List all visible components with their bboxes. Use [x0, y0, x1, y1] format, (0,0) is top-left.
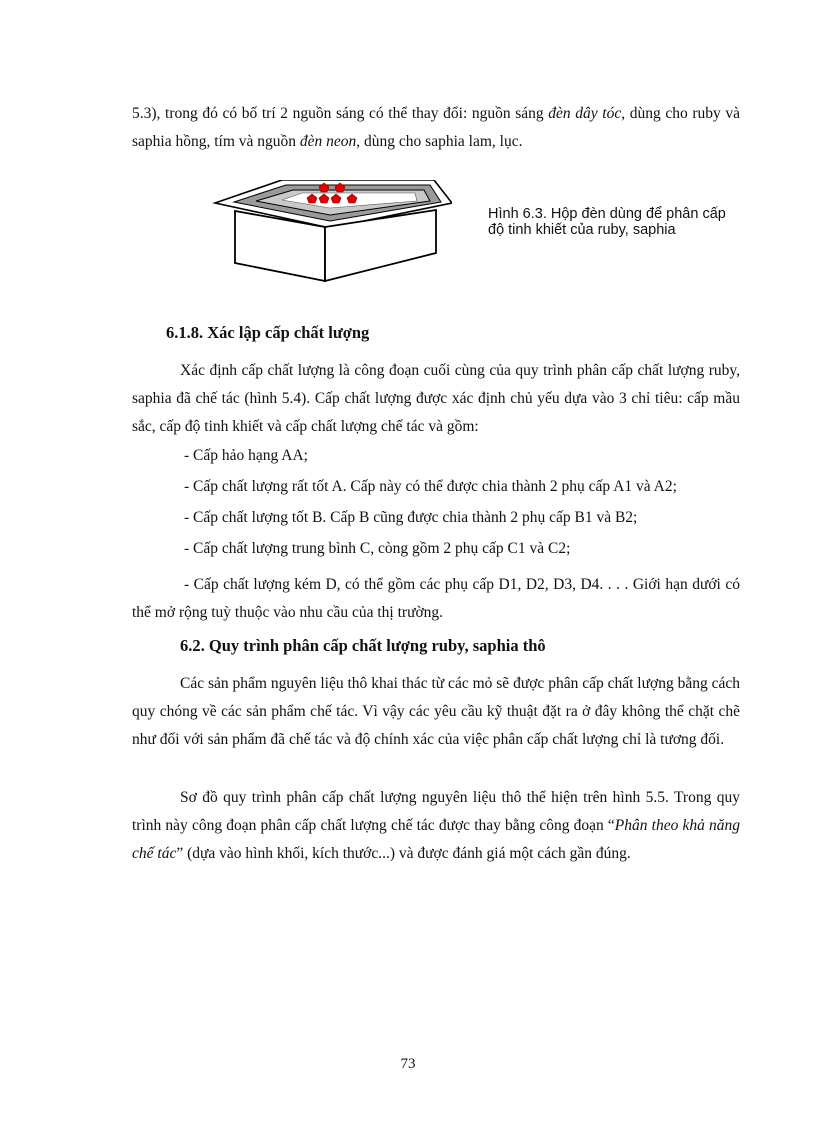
light-box-figure	[212, 180, 452, 282]
section-62-paragraph-1: Các sản phẩm nguyên liệu thô khai thác từ các mỏ sẽ được phân cấp chất lượng bằng cách quy chóng về các sản phẩm chế tác. Vì vậy các yêu cầu kỹ thuật đặt ra ở đây không thể chặt chẽ như đối với sản phẩm đã chế tác và độ chính xác của việc phân cấp chất lượng chỉ là tương đối.	[132, 675, 740, 748]
intro-paragraph: 5.3), trong đó có bố trí 2 nguồn sáng có thể thay đổi: nguồn sáng đèn dây tóc, dùng cho ruby và saphia hồng, tím và nguồn đèn neon, dùng cho saphia lam, lục.	[132, 105, 740, 150]
emphasis-neon: đèn neon	[299, 133, 357, 150]
grade-item-aa: - Cấp hảo hạng AA;	[184, 447, 308, 464]
grade-item-d: - Cấp chất lượng kém D, có thể gồm các phụ cấp D1, D2, D3, D4. . . . Giới hạn dưới có thể mở rộng tuỳ thuộc vào nhu cầu của thị trường.	[132, 576, 740, 621]
section-heading-6-2: 6.2. Quy trình phân cấp chất lượng ruby, saphia thô	[180, 636, 546, 655]
section-62-paragraph-2: Sơ đồ quy trình phân cấp chất lượng nguyên liệu thô thể hiện trên hình 5.5. Trong quy trình này công đoạn phân cấp chất lượng chế tác được thay bằng công đoạn “Phân theo khả năng chế tác” (dựa vào hình khối, kích thước...) và được đánh giá một cách gần đúng.	[132, 789, 740, 862]
emphasis-craft-ability: Phân theo khả năng chế tác	[132, 817, 740, 862]
emphasis-incandescent: đèn dây tóc	[548, 105, 622, 122]
figure-caption: Hình 6.3. Hộp đèn dùng để phân cấp độ tinh khiết của ruby, saphia	[488, 206, 726, 238]
page-number: 73	[400, 1056, 416, 1072]
grade-item-a: - Cấp chất lượng rất tốt A. Cấp này có thể được chia thành 2 phụ cấp A1 và A2;	[184, 478, 677, 495]
grade-item-b: - Cấp chất lượng tốt B. Cấp B cũng được chia thành 2 phụ cấp B1 và B2;	[184, 509, 638, 526]
section-heading-6-1-8: 6.1.8. Xác lập cấp chất lượng	[166, 323, 370, 342]
section-618-paragraph: Xác định cấp chất lượng là công đoạn cuối cùng của quy trình phân cấp chất lượng ruby, saphia đã chế tác (hình 5.4). Cấp chất lượng được xác định chủ yếu dựa vào 3 chỉ tiêu: cấp mầu sắc, cấp độ tinh khiết và cấp chất lượng chế tác và gồm:	[132, 362, 740, 435]
grade-item-c: - Cấp chất lượng trung bình C, còng gồm 2 phụ cấp C1 và C2;	[184, 540, 571, 557]
